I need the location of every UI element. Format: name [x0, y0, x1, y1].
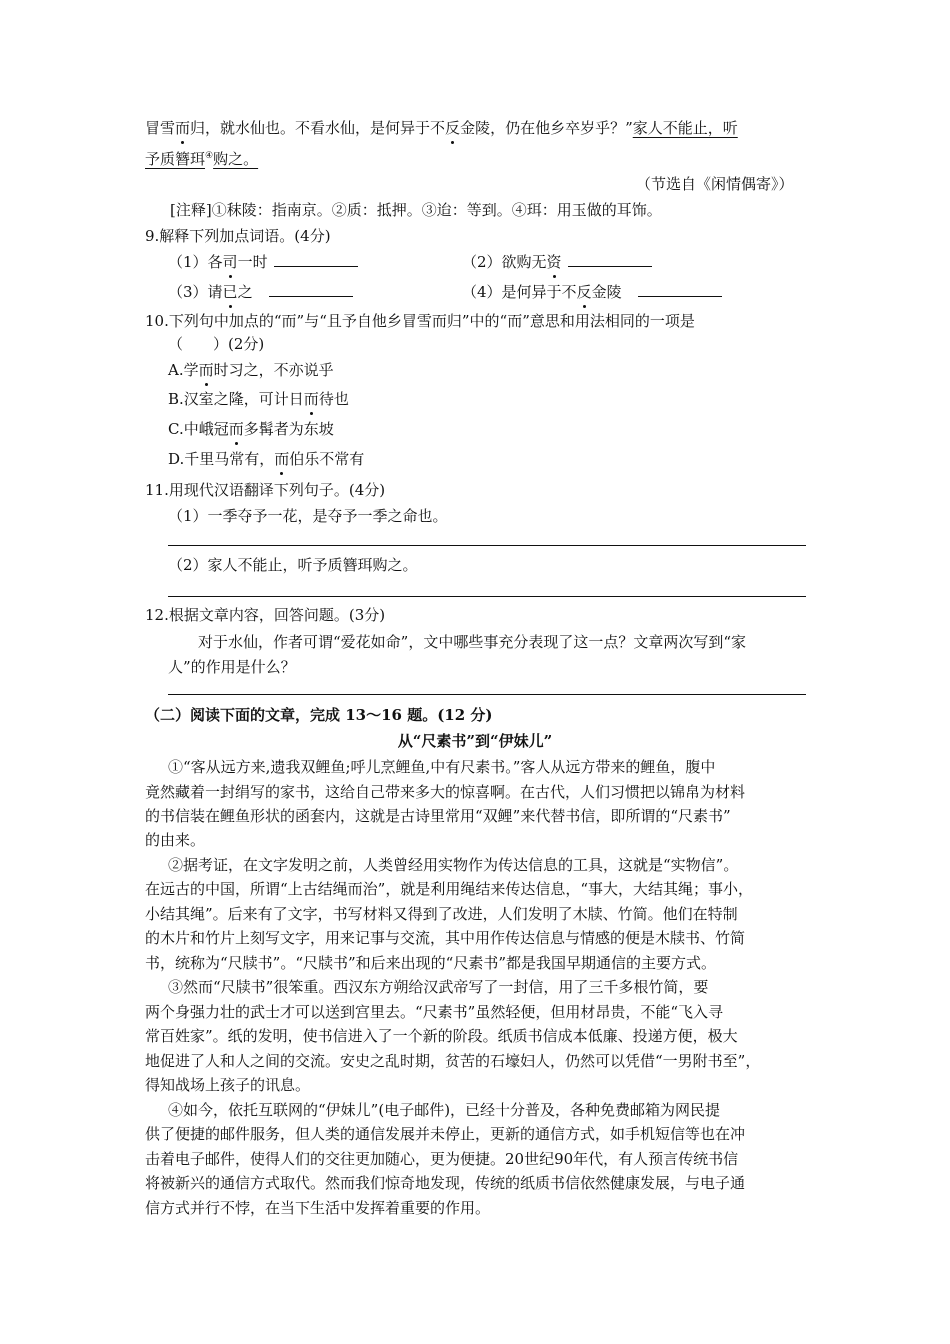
question-10-stem: 10.下列句中加点的“而”与“且予自他乡冒雪而归”中的“而”意思和用法相同的一项是 [145, 312, 695, 330]
article-line: 的由来。 [145, 831, 206, 849]
text: 金陵 [591, 283, 622, 301]
article-line: 信方式并行不悖，在当下生活中发挥着重要的作用。 [145, 1199, 491, 1217]
article-line: 在远古的中国，所谓“上古结绳而治”，就是利用绳结来传达信息，“事大，大结其绳；事小， [145, 880, 754, 898]
underlined-sentence: 家人不能止，听 [632, 119, 738, 137]
article-title: 从“尺素书”到“伊妹儿” [397, 732, 553, 750]
article-line: ①“客从远方来,遗我双鲤鱼;呼儿烹鲤鱼,中有尺素书。”客人从远方带来的鲤鱼，腹中 [168, 758, 716, 776]
text: 金陵，仍在他乡卒岁乎？” [460, 119, 633, 137]
article-line: 地促进了人和人之间的交流。安史之乱时期，贫苦的石壕妇人，仍然可以凭借“一男附书至”， [145, 1052, 761, 1070]
answer-line[interactable] [168, 596, 806, 597]
q10-option-d[interactable] [168, 449, 364, 469]
section-2-heading: （二）阅读下面的文章，完成 13～16 题。(12 分) [145, 706, 493, 724]
text: C.中峨冠 [168, 420, 229, 438]
q12-body-line-1: 对于水仙，作者可谓“爱花如命”，文中哪些事充分表现了这一点？文章两次写到“家 [198, 633, 747, 651]
underlined-sentence: 予质簪珥 [145, 150, 206, 168]
q10-option-a[interactable] [168, 360, 334, 380]
answer-blank[interactable] [568, 252, 652, 267]
answer-blank[interactable] [638, 282, 722, 297]
q9-item-4 [462, 282, 722, 302]
dotted-word: 而 [175, 119, 191, 137]
article-line: 小结其绳”。后来有了文字，书写材料又得到了改进，人们发明了木牍、竹简。他们在特制 [145, 905, 738, 923]
article-line: ②据考证，在文字发明之前，人类曾经用实物作为传达信息的工具，这就是“实物信”。 [168, 856, 739, 874]
dotted-word: 司 [222, 253, 238, 271]
dotted-word: 而 [198, 361, 214, 379]
answer-line[interactable] [168, 545, 806, 546]
q10-answer-paren: （ ）(2分) [168, 335, 265, 353]
annotation-notes: [注释]①秣陵：指南京。②质：抵押。③迨：等到。④珥：用玉做的耳饰。 [170, 201, 662, 219]
answer-blank[interactable] [269, 282, 353, 297]
underlined-sentence: 购之。 [213, 150, 259, 168]
article-line: 竟然藏着一封绢写的家书，这给自己带来多大的惊喜啊。在古代，人们习惯把以锦帛为材料 [145, 783, 746, 801]
article-line: ③然而“尺牍书”很笨重。西汉东方朔给汉武帝写了一封信，用了三千多根竹简，要 [168, 978, 709, 996]
text: （4）是何异于不 [462, 283, 577, 301]
text: 待也 [318, 390, 349, 408]
article-line: 的书信装在鲤鱼形状的函套内，这就是古诗里常用“双鲤”来代替书信，即所谓的“尺素书” [145, 807, 731, 825]
text: 一时 [237, 253, 268, 271]
text: D.千里马常有， [168, 450, 275, 468]
text: 冒雪 [145, 119, 176, 137]
q9-item-2 [462, 252, 652, 272]
question-9-stem: 9.解释下列加点词语。(4分) [145, 227, 331, 245]
text: （1）各 [168, 253, 223, 271]
text: 归，就水仙也。不看水仙，是何异于不 [190, 119, 446, 137]
text: 时习之，不亦说乎 [213, 361, 334, 379]
article-line: 书，统称为“尺牍书”。“尺牍书”和后来出现的“尺素书”都是我国早期通信的主要方式。 [145, 954, 717, 972]
article-line: 两个身强力壮的武士才可以送到宫里去。“尺素书”虽然轻便，但用材昂贵，不能“飞入寻 [145, 1003, 724, 1021]
text: （2）欲购无 [462, 253, 547, 271]
passage-line-1 [145, 118, 738, 138]
q9-item-1 [168, 252, 358, 272]
dotted-word: 而 [274, 450, 290, 468]
article-line: 供了便捷的邮件服务，但人类的通信发展并未停止，更新的通信方式，如手机短信等也在冲 [145, 1125, 746, 1143]
text: 之 [237, 283, 253, 301]
passage-line-2 [145, 149, 258, 169]
q12-body-line-2: 人”的作用是什么？ [168, 658, 296, 676]
question-12-stem: 12.根据文章内容，回答问题。(3分) [145, 606, 386, 624]
dotted-word: 而 [228, 420, 244, 438]
text: 多髯者为东坡 [243, 420, 334, 438]
dotted-word: 反 [576, 283, 592, 301]
answer-line[interactable] [168, 694, 806, 695]
q11-sentence-2: （2）家人不能止，听予质簪珥购之。 [168, 556, 418, 574]
question-11-stem: 11.用现代汉语翻译下列句子。(4分) [145, 481, 386, 499]
source-citation: （节选自《闲情偶寄》） [636, 175, 794, 193]
article-line: 击着电子邮件，使得人们的交往更加随心，更为便捷。20世纪90年代，有人预言传统书信 [145, 1150, 739, 1168]
q10-option-b[interactable] [168, 389, 349, 409]
q10-option-c[interactable] [168, 419, 334, 439]
article-line: 的木片和竹片上刻写文字，用来记事与交流，其中用作传达信息与情感的便是木牍书、竹简 [145, 929, 746, 947]
footnote-mark: ④ [205, 151, 214, 161]
q9-item-3 [168, 282, 353, 302]
dotted-word: 已 [222, 283, 238, 301]
article-line: 得知战场上孩子的讯息。 [145, 1076, 311, 1094]
dotted-word: 反 [445, 119, 461, 137]
article-line: ④如今，依托互联网的“伊妹儿”(电子邮件)，已经十分普及，各种免费邮箱为网民提 [168, 1101, 721, 1119]
text: （3）请 [168, 283, 223, 301]
article-line: 常百姓家”。纸的发明，使书信进入了一个新的阶段。纸质书信成本低廉、投递方便，极大 [145, 1027, 738, 1045]
text: 伯乐不常有 [289, 450, 365, 468]
article-line: 将被新兴的通信方式取代。然而我们惊奇地发现，传统的纸质书信依然健康发展，与电子通 [145, 1174, 746, 1192]
dotted-word: 资 [546, 253, 562, 271]
text: B.汉室之隆，可计日 [168, 390, 304, 408]
text: A.学 [168, 361, 199, 379]
answer-blank[interactable] [274, 252, 358, 267]
q11-sentence-1: （1）一季夺予一花，是夺予一季之命也。 [168, 507, 448, 525]
dotted-word: 而 [303, 390, 319, 408]
